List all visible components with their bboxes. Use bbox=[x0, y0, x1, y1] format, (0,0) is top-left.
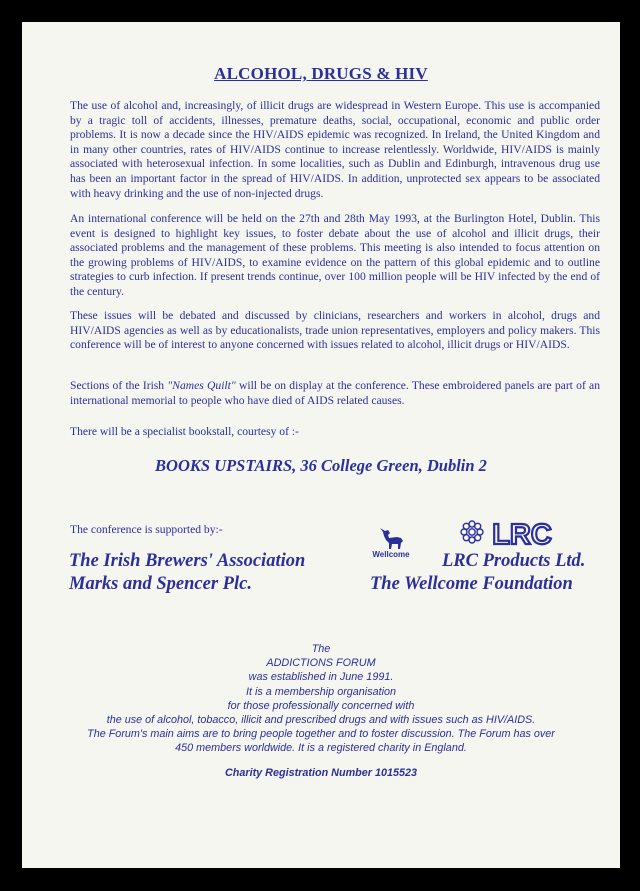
bookstall-name: BOOKS UPSTAIRS, 36 College Green, Dublin 2 bbox=[155, 456, 487, 475]
sponsor-wellcome-foundation: The Wellcome Foundation bbox=[370, 574, 573, 594]
forum-line: The Forum's main aims are to bring people together and to foster discussion. The Forum has over bbox=[87, 728, 555, 741]
addictions-forum-block bbox=[62, 642, 580, 756]
wellcome-logo-text: Wellcome bbox=[372, 550, 410, 559]
document-page bbox=[22, 22, 620, 868]
forum-line: the use of alcohol, tobacco, illicit and prescribed drugs and with issues such as HIV/AIDS. bbox=[106, 714, 536, 727]
lrc-flower-icon bbox=[461, 521, 483, 543]
sponsor-irish-brewers: The Irish Brewers' Association bbox=[69, 551, 306, 571]
forum-line: was established in June 1991. bbox=[248, 671, 394, 684]
charity-registration: Charity Registration Number 1015523 bbox=[224, 767, 417, 779]
sponsor-lrc-products: LRC Products Ltd. bbox=[442, 551, 586, 571]
bookstall-intro: There will be a specialist bookstall, courtesy of :- bbox=[70, 425, 299, 438]
sponsors-right bbox=[370, 550, 585, 596]
forum-line: It is a membership organisation bbox=[245, 685, 397, 698]
sponsor-marks-spencer: Marks and Spencer Plc. bbox=[69, 574, 252, 594]
sponsors-left bbox=[69, 550, 305, 596]
forum-line: ADDICTIONS FORUM bbox=[266, 657, 376, 670]
intro-paragraph: The use of alcohol and, increasingly, of illicit drugs are widespread in Western Europe. This use is accompanied by a tragic toll of accidents, illnesses, premature deaths, social, occupational, economic and public order problems. It is now a decade since the HIV/AIDS epidemic was recognized. In Ireland, the United Kingdom and in many other countries, rates of HIV/AIDS continue to increase relentlessly. Worldwide, HIV/AIDS is mainly associated with heterosexual infection. In some localities, such as Dublin and Edinburgh, intravenous drug use has been an important factor in the spread of HIV/AIDS. In addition, unprotected sex appears to be associated with heavy drinking and the use of non-injected drugs. bbox=[70, 99, 600, 200]
conference-paragraph: An international conference will be held on the 27th and 28th May 1993, at the Burlington Hotel, Dublin. This event is designed to highlight key issues, to foster debate about the use of alcohol and illicit drugs, their associated problems and the management of these problems. This meeting is also intended to focus attention on the growing problems of HIV/AIDS, to examine evidence on the pattern of this global epidemic and to outline strategies to curb infection. If present trends continue, over 100 million people will be HIV infected by the end of the century. bbox=[70, 212, 600, 298]
forum-line: 450 members worldwide. It is a registered charity in England. bbox=[175, 742, 467, 755]
quilt-text-before: Sections of the Irish bbox=[70, 379, 168, 392]
lrc-logo-text: LRC bbox=[492, 519, 552, 548]
quilt-paragraph bbox=[70, 379, 600, 408]
audience-paragraph: These issues will be debated and discussed by clinicians, researchers and workers in alcohol, drugs and HIV/AIDS agencies as well as by educationalists, trade union representatives, employers and policy makers. This conference will be of interest to anyone concerned with issues related to alcohol, illicit drugs or HIV/AIDS. bbox=[70, 309, 600, 352]
lrc-logo bbox=[459, 518, 563, 548]
quilt-text-after: will be on display at the conference. These embroidered panels are part of an international memorial to people who have died of AIDS related causes. bbox=[70, 379, 600, 407]
page-title: ALCOHOL, DRUGS & HIV bbox=[214, 64, 428, 83]
forum-line: for those professionally concerned with bbox=[227, 699, 415, 712]
unicorn-icon bbox=[377, 528, 405, 550]
quilt-name: "Names Quilt" bbox=[167, 379, 236, 392]
forum-line: The bbox=[311, 643, 331, 655]
supported-by-label: The conference is supported by:- bbox=[70, 523, 223, 536]
